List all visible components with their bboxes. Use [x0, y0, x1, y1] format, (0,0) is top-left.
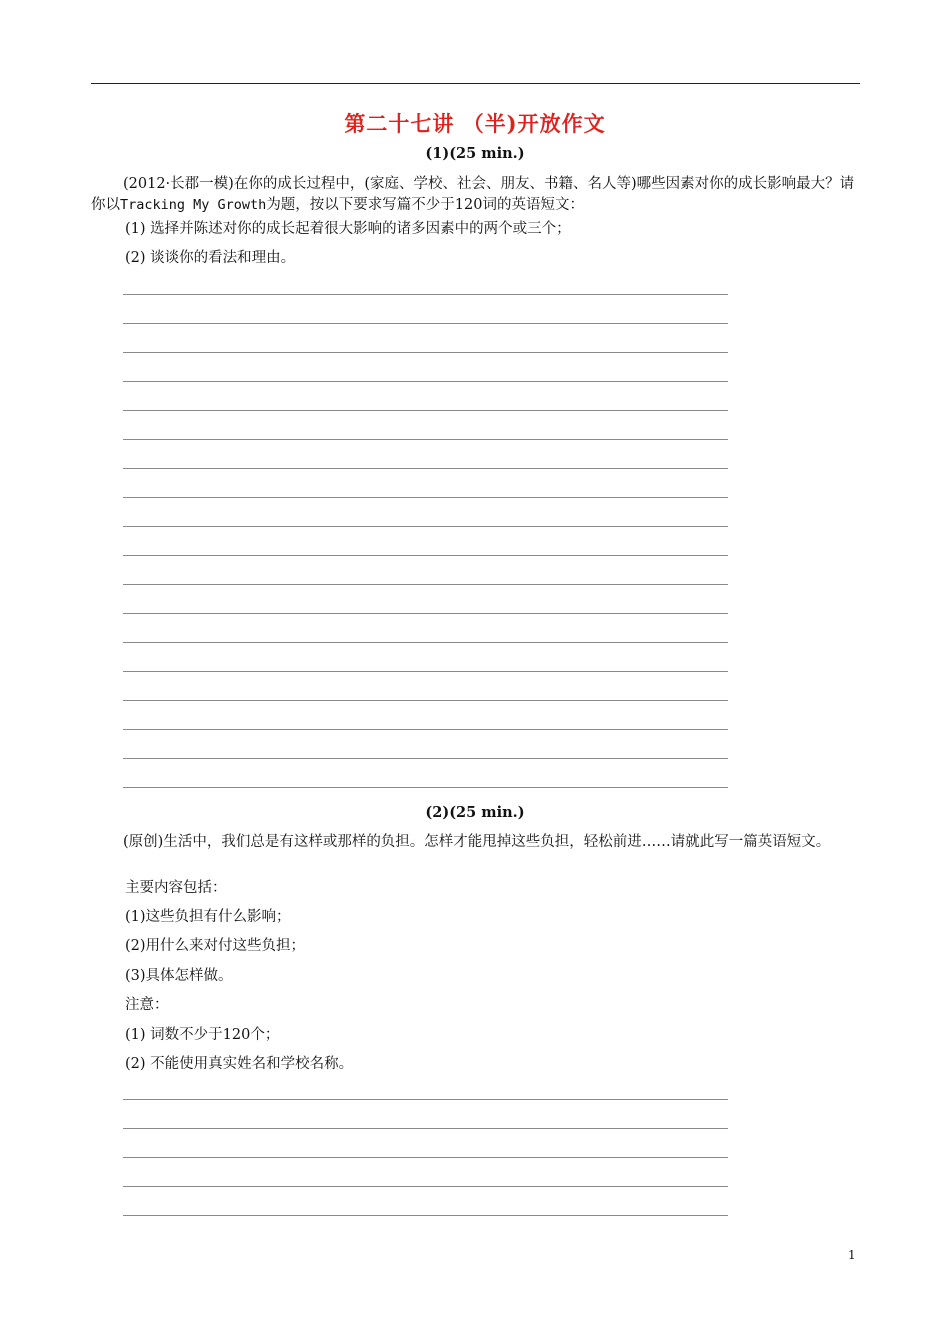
writing-line: [123, 497, 728, 498]
section2-content-item-1: (1)这些负担有什么影响；: [125, 909, 291, 925]
section2-note-1: (1) 词数不少于120个；: [125, 1027, 280, 1043]
writing-line: [123, 613, 728, 614]
section2-prompt: [91, 832, 861, 853]
section2-content-item-3: (3)具体怎样做。: [125, 968, 233, 984]
section1-requirement-1: (1) 选择并陈述对你的成长起着很大影响的诸多因素中的两个或三个；: [125, 221, 571, 237]
writing-line: [123, 1186, 728, 1187]
section2-content-label: 主要内容包括：: [125, 880, 227, 896]
section2-prompt-text: (原创)生活中，我们总是有这样或那样的负担。怎样才能甩掉这些负担，轻松前进……请就此写一篇英语短文。: [123, 834, 831, 850]
writing-line: [123, 468, 728, 469]
section2-heading: (2)(25 min.): [425, 804, 525, 821]
writing-line: [123, 642, 728, 643]
section1-prompt-part1: (2012·长郡一模)在你的成长过程中，(家庭、学校、社会、朋友、书籍、名人等)哪些因素对你的成长影响最大？请你以: [91, 176, 855, 213]
writing-line: [123, 1215, 728, 1216]
section2-note-2: (2) 不能使用真实姓名和学校名称。: [125, 1056, 354, 1072]
writing-line: [123, 381, 728, 382]
writing-line: [123, 1099, 728, 1100]
section1-requirement-2: (2) 谈谈你的看法和理由。: [125, 250, 296, 266]
writing-line: [123, 584, 728, 585]
header-rule: [91, 83, 860, 84]
writing-line: [123, 1157, 728, 1158]
writing-line: [123, 787, 728, 788]
page-number: 1: [848, 1248, 856, 1262]
section2-content-item-2: (2)用什么来对付这些负担；: [125, 938, 306, 954]
section2-notes-label: 注意：: [125, 997, 169, 1013]
writing-line: [123, 1128, 728, 1129]
writing-line: [123, 352, 728, 353]
writing-line: [123, 526, 728, 527]
section1-heading: (1)(25 min.): [425, 145, 525, 162]
writing-line: [123, 294, 728, 295]
writing-line: [123, 729, 728, 730]
section1-prompt-part2: 为题，按以下要求写篇不少于120词的英语短文：: [266, 197, 584, 213]
section1-prompt-title: Tracking My Growth: [120, 197, 267, 213]
writing-line: [123, 671, 728, 672]
writing-line: [123, 323, 728, 324]
writing-line: [123, 758, 728, 759]
section1-prompt: [91, 174, 861, 216]
writing-line: [123, 555, 728, 556]
writing-line: [123, 700, 728, 701]
writing-line: [123, 410, 728, 411]
writing-line: [123, 439, 728, 440]
page-title: 第二十七讲 （半)开放作文: [344, 111, 606, 136]
